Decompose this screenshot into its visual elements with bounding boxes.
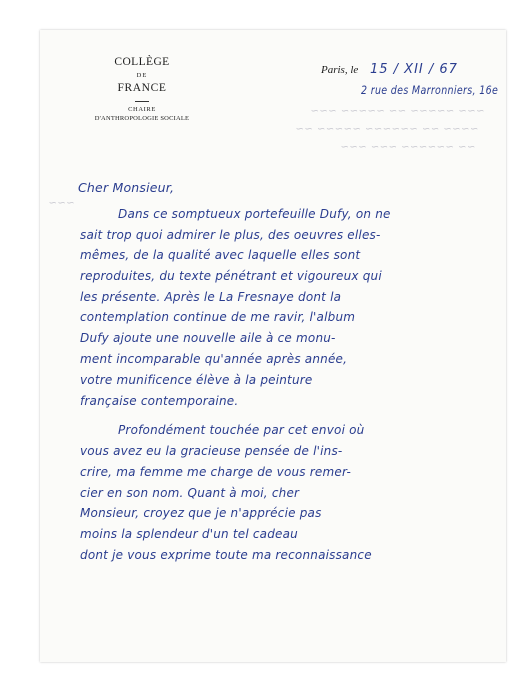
letter-line: Monsieur, croyez que je n'apprécie pas <box>80 506 322 520</box>
letterhead-college: COLLÈGE <box>114 56 170 68</box>
letter-line: mêmes, de la qualité avec laquelle elles sont <box>80 248 361 262</box>
letter-line: française contemporaine. <box>80 394 239 408</box>
show-through-ink: ~~~ ~~~~~ ~~ ~~~~~ ~~~ <box>310 106 485 117</box>
handwritten-address: 2 rue des Marronniers, 16e <box>361 83 499 97</box>
letter-line: contemplation continue de me ravir, l'album <box>80 310 356 324</box>
salutation: Cher Monsieur, <box>78 180 175 195</box>
show-through-ink: ~~~~ ~~ ~~~~~~ ~~~~~ ~~ <box>295 124 479 135</box>
letterhead-chaire: CHAIRE <box>128 105 156 113</box>
letter-line: les présente. Après le La Fresnaye dont la <box>80 290 342 304</box>
letter-line: crire, ma femme me charge de vous remer- <box>80 465 351 479</box>
letter-line: vous avez eu la gracieuse pensée de l'ins- <box>80 444 343 458</box>
letterhead-france: FRANCE <box>117 82 167 94</box>
letterhead-de: DE <box>136 71 148 79</box>
printed-place-label: Paris, le <box>321 64 359 76</box>
letter-line: moins la splendeur d'un tel cadeau <box>80 527 298 541</box>
letter-line: Dufy ajoute une nouvelle aile à ce monu- <box>80 331 336 345</box>
letter-sheet <box>40 30 506 662</box>
show-through-ink: ~~ ~~~~~~ ~~~ ~~~ <box>340 142 476 153</box>
letter-line: Dans ce somptueux portefeuille Dufy, on ne <box>118 207 391 221</box>
letter-line: cier en son nom. Quant à moi, cher <box>80 486 300 500</box>
letter-line: Profondément touchée par cet envoi où <box>118 423 365 437</box>
letter-line: dont je vous exprime toute ma reconnaissance <box>80 548 372 562</box>
letter-body <box>40 30 506 662</box>
show-through-ink: ~~~ <box>48 198 75 209</box>
letter-line: ment incomparable qu'année après année, <box>80 352 348 366</box>
handwritten-date: 15 / XII / 67 <box>370 62 458 77</box>
letterhead-department: D'ANTHROPOLOGIE SOCIALE <box>94 115 190 122</box>
letter-line: sait trop quoi admirer le plus, des oeuvres elles- <box>80 228 381 242</box>
letter-line: votre munificence élève à la peinture <box>80 373 313 387</box>
letter-line: reproduites, du texte pénétrant et vigoureux qui <box>80 269 382 283</box>
